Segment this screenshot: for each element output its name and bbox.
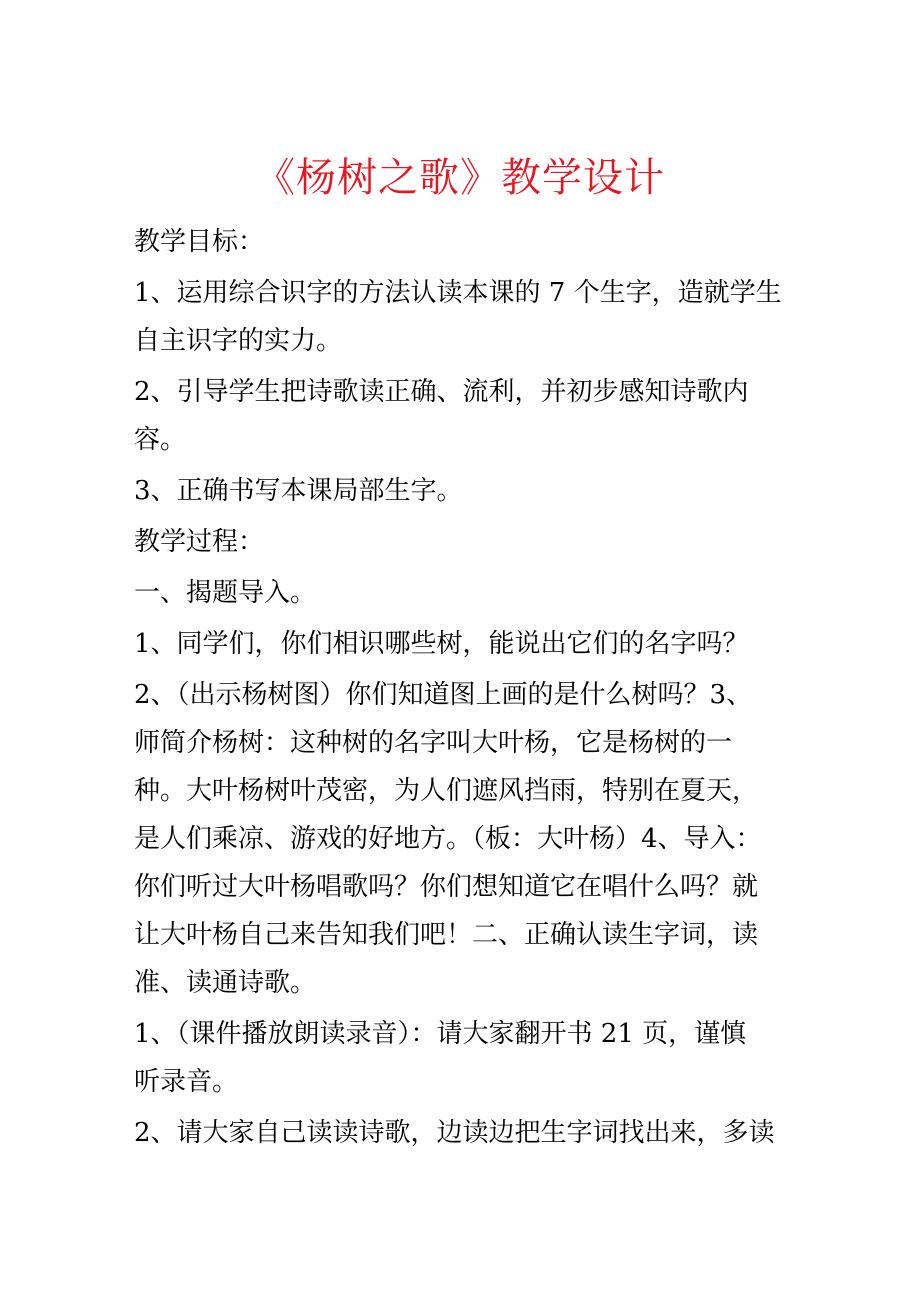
text-line: 让大叶杨自己来告知我们吧！二、正确认读生字词，读 (134, 920, 759, 950)
text-line: 是人们乘凉、游戏的好地方。（板：大叶杨）4、导入： (134, 824, 762, 854)
text-line: 容。 (134, 425, 187, 455)
text-line: 教学目标： (134, 227, 265, 257)
text-line: 2、引导学生把诗歌读正确、流利，并初步感知诗歌内 (134, 377, 749, 407)
paragraph-step-read (134, 1109, 784, 1157)
paragraph-section-1 (134, 569, 784, 617)
paragraph-step-1 (134, 620, 784, 668)
paragraph-step-listen (134, 1010, 784, 1106)
document-body (134, 218, 784, 1160)
text-line: 1、（课件播放朗读录音）：请大家翻开书 21 页，谨慎 (134, 1019, 747, 1049)
paragraph-goal-3 (134, 467, 784, 515)
document-title: 《杨树之歌》教学设计 (255, 155, 665, 201)
text-line: 2、请大家自己读读诗歌，边读边把生字词找出来，多读 (134, 1118, 775, 1148)
text-line: 自主识字的实力。 (134, 326, 343, 356)
text-line: 种。大叶杨树叶茂密，为人们遮风挡雨，特别在夏天， (134, 776, 759, 806)
text-line: 准、读通诗歌。 (134, 968, 317, 998)
text-line: 1、同学们，你们相识哪些树，能说出它们的名字吗？ (134, 629, 749, 659)
text-line: 教学过程： (134, 527, 265, 557)
text-line: 3、正确书写本课局部生字。 (134, 476, 463, 506)
paragraph-goal-1 (134, 269, 784, 365)
paragraph-goal-2 (134, 368, 784, 464)
paragraph-step-2 (134, 671, 784, 1007)
text-line: 2、（出示杨树图）你们知道图上画的是什么树吗？3、 (134, 680, 753, 710)
text-line: 听录音。 (134, 1067, 239, 1097)
paragraph-process-heading (134, 518, 784, 566)
text-line: 一、揭题导入。 (134, 578, 317, 608)
text-line: 师简介杨树：这种树的名字叫大叶杨，它是杨树的一 (134, 728, 733, 758)
text-line: 1、运用综合识字的方法认读本课的 7 个生字，造就学生 (134, 278, 782, 308)
text-line: 你们听过大叶杨唱歌吗？你们想知道它在唱什么吗？就 (134, 872, 759, 902)
paragraph-goals-heading (134, 218, 784, 266)
